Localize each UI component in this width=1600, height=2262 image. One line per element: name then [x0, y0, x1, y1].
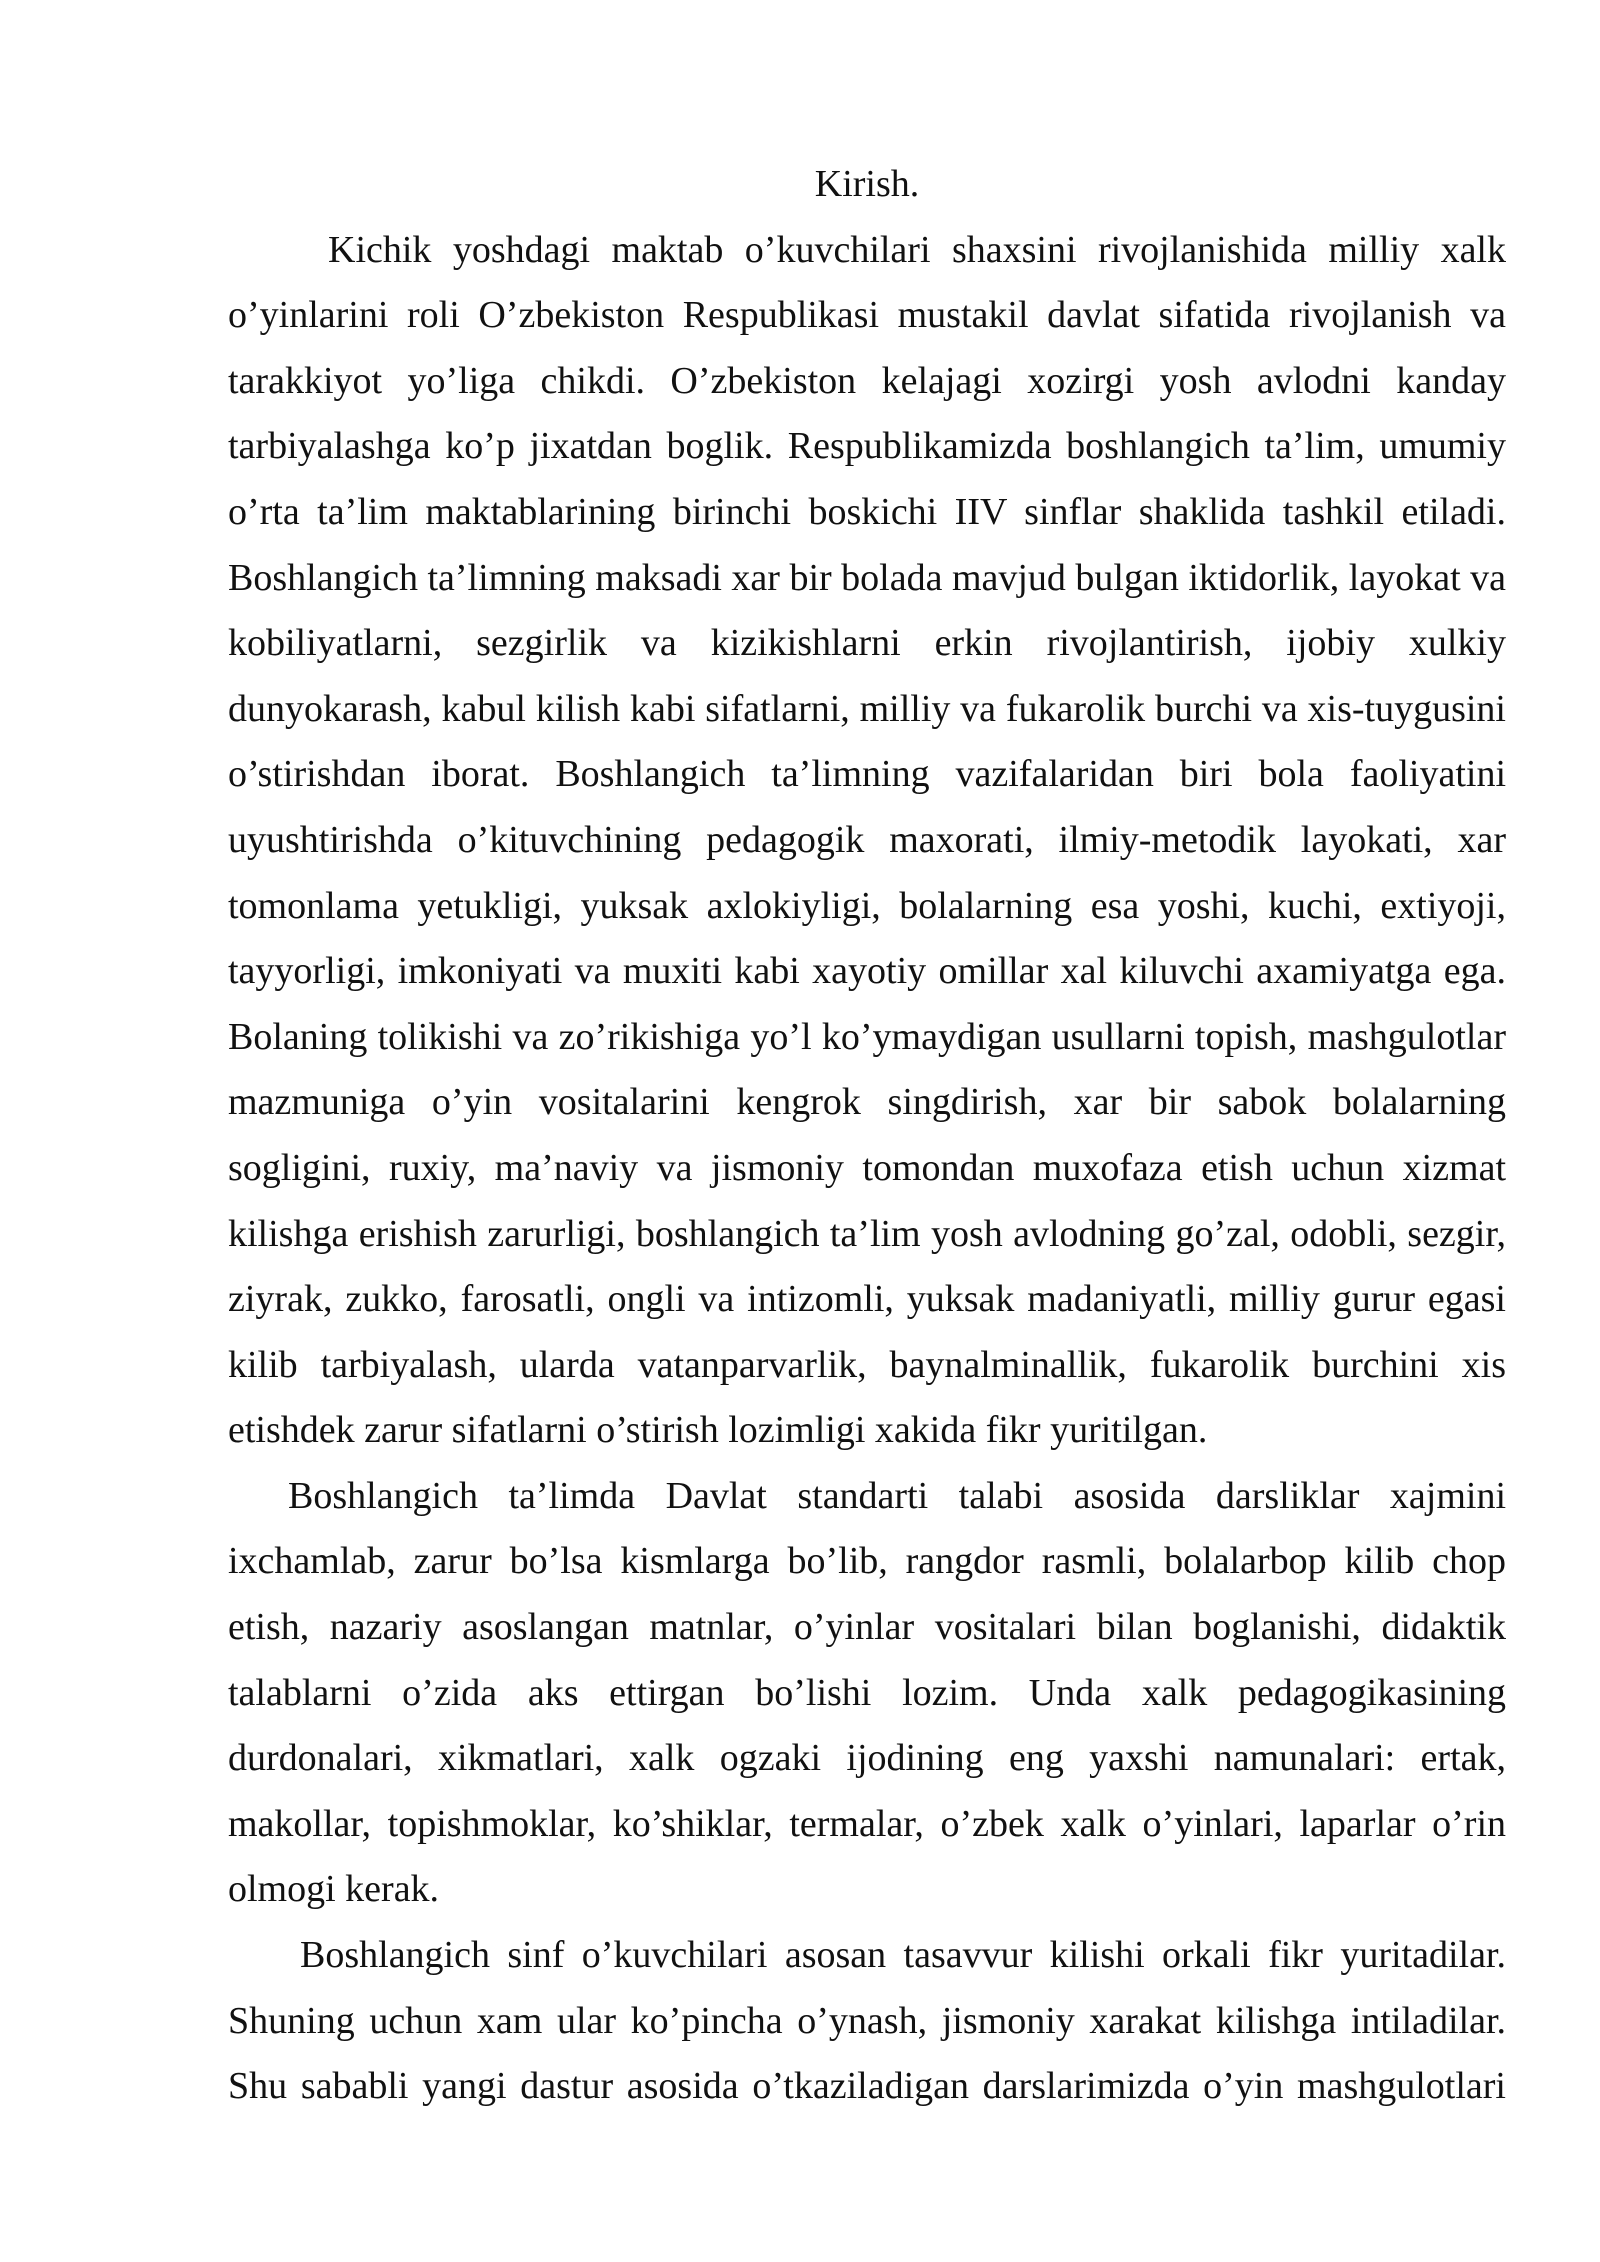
page-title: Kirish.	[814, 163, 920, 205]
paragraph-standards: Boshlangich ta’limda Davlat standarti talabi asosida darsliklar xajmini ixchamlab, zarur bo’lsa kismlarga bo’lib, rangdor rasmli, bolalarbop kilib chop etish, nazariy asoslangan matnlar, o’yinlar vositalari bilan boglanishi, didaktik talablarni o’zida aks ettirgan bo’lishi lozim. Unda xalk pedagogikasining durdonalari, xikmatlari, xalk ogzaki ijodining eng yaxshi namunalari: ertak, makollar, topishmoklar, ko’shiklar, termalar, o’zbek xalk o’yinlari, laparlar o’rin olmogi kerak.	[228, 1474, 1506, 1911]
document-page	[228, 152, 1506, 2120]
paragraph-intro: Kichik yoshdagi maktab o’kuvchilari shaxsini rivojlanishida milliy xalk o’yinlarini roli O’zbekiston Respublikasi mustakil davlat sifatida rivojlanish va tarakkiyot yo’liga chikdi. O’zbekiston kelajagi xozirgi yosh avlodni kanday tarbiyalashga ko’p jixatdan boglik. Respublikamizda boshlangich ta’lim, umumiy o’rta ta’lim maktablarining birinchi boskichi IIV sinflar shaklida tashkil etiladi. Boshlangich ta’limning maksadi xar bir bolada mavjud bulgan iktidorlik, layokat va kobiliyatlarni, sezgirlik va kizikishlarni erkin rivojlantirish, ijobiy xulkiy dunyokarash, kabul kilish kabi sifatlarni, milliy va fukarolik burchi va xis-tuygusini o’stirishdan iborat. Boshlangich ta’limning vazifalaridan biri bola faoliyatini uyushtirishda o’kituvchining pedagogik maxorati, ilmiy-metodik layokati, xar tomonlama yetukligi, yuksak axlokiyligi, bolalarning esa yoshi, kuchi, extiyoji, tayyorligi, imkoniyati va muxiti kabi xayotiy omillar xal kiluvchi axamiyatga ega. Bolaning tolikishi va zo’rikishiga yo’l ko’ymaydigan usullarni topish, mashgulotlar mazmuniga o’yin vositalarini kengrok singdirish, xar bir sabok bolalarning sogligini, ruxiy, ma’naviy va jismoniy tomondan muxofaza etish uchun xizmat kilishga erishish zarurligi, boshlangich ta’lim yosh avlodning go’zal, odobli, sezgir, ziyrak, zukko, farosatli, ongli va intizomli, yuksak madaniyatli, milliy gurur egasi kilib tarbiyalash, ularda vatanparvarlik, baynalminallik, fukarolik burchini xis etishdek zarur sifatlarni o’stirish lozimligi xakida fikr yuritilgan.	[228, 228, 1507, 1452]
paragraph-games: Boshlangich sinf o’kuvchilari asosan tasavvur kilishi orkali fikr yuritadilar. Shuning uchun xam ular ko’pincha o’ynash, jismoniy xarakat kilishga intiladilar. Shu sababli yangi dastur asosida o’tkaziladigan darslarimizda o’yin mashgulotlari	[228, 1934, 1506, 2108]
